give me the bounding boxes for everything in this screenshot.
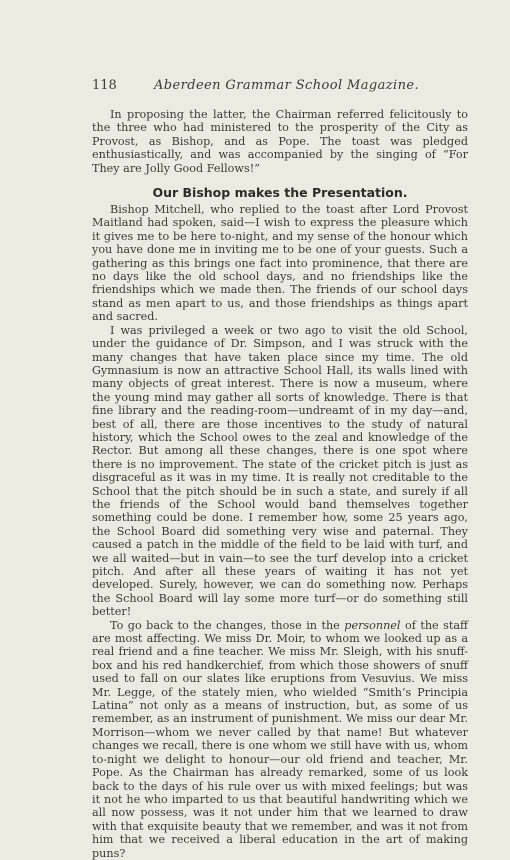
paragraph-bishop-reply: Bishop Mitchell, who replied to the toast after Lord Provost Maitland had spoken, said—I wish to express the pleasure which it gives me to be here to-night, and my sense of the honour which you have done me in inviting me to be one of your guests. Such a gathering as this brings one fact into prominence, that there are no days like the old school days, and no friendships like the friendships which we made then. The friends of our school days stand as men apart to us, and those friendships as things apart and sacred. xyxy=(92,203,468,324)
running-title: Aberdeen Grammar School Magazine. xyxy=(154,78,419,93)
paragraph-toast: In proposing the latter, the Chairman referred felicitously to the three who had ministered to the prosperity of the City as Provost, as Bishop, and as Pope. The toast was pledged enthusiastically, and was accompanied by the singing of “For They are Jolly Good Fellows!” xyxy=(92,108,468,175)
page-header xyxy=(92,78,472,94)
paragraph-school-visit: I was privileged a week or two ago to visit the old School, under the guidance of Dr. Simpson, and I was struck with the many changes that have taken place since my time. The old Gymnasium is now an attractive School Hall, its walls lined with many objects of great interest. There is now a museum, where the young mind may gather all sorts of knowledge. There is that fine library and the reading-room—undreamt of in my day—and, best of all, there are those incentives to the study of natural history, which the School owes to the zeal and knowledge of the Rector. But among all these changes, there is one spot where there is no improvement. The state of the cricket pitch is just as disgraceful as it was in my time. It is really not creditable to the School that the pitch should be in such a state, and surely if all the friends of the School would band themselves together something could be done. I remember how, some 25 years ago, the School Board did something very wise and paternal. They caused a patch in the middle of the field to be laid with turf, and we all waited—but in vain—to see the turf develop into a cricket pitch. And after all these years of waiting it has not yet developed. Surely, however, we can do something now. Perhaps the School Board will lay some more turf—or do something still better! xyxy=(92,323,468,619)
article-body xyxy=(92,108,468,860)
paragraph-text: To go back to the changes, those in the xyxy=(110,618,345,632)
page-number: 118 xyxy=(92,78,117,93)
italic-word: personnel xyxy=(344,618,401,632)
section-heading: Our Bishop makes the Presentation. xyxy=(152,185,408,201)
paragraph-staff-changes xyxy=(92,619,468,860)
paragraph-text: of the staff are most affecting. We miss Dr. Moir, to whom we looked up as a real friend and a fine teacher. We miss Mr. Sleigh, with his snuff-box and his red handkerchief, from which those showers of snuff used to fall on our slates like eruptions from Vesuvius. We miss Mr. Legge, of the stately mien, who wielded “Smith’s Principia Latina” not only as a means of instruction, but, as some of us remember, as an instrument of punishment. We miss our dear Mr. Morrison—whom we never called by that name! But whatever changes we recall, there is one whom we still have with us, whom to-night we delight to honour—our old friend and teacher, Mr. Pope. As the Chairman has already remarked, some of us look back to the days of his rule over us with mixed feelings; but was it not he who imparted to us that beautiful handwriting which we all now possess, was it not under him that we learned to draw with that exquisite beauty that we remember, and was it not from him that we received a liberal education in the art of making puns? xyxy=(92,618,468,860)
